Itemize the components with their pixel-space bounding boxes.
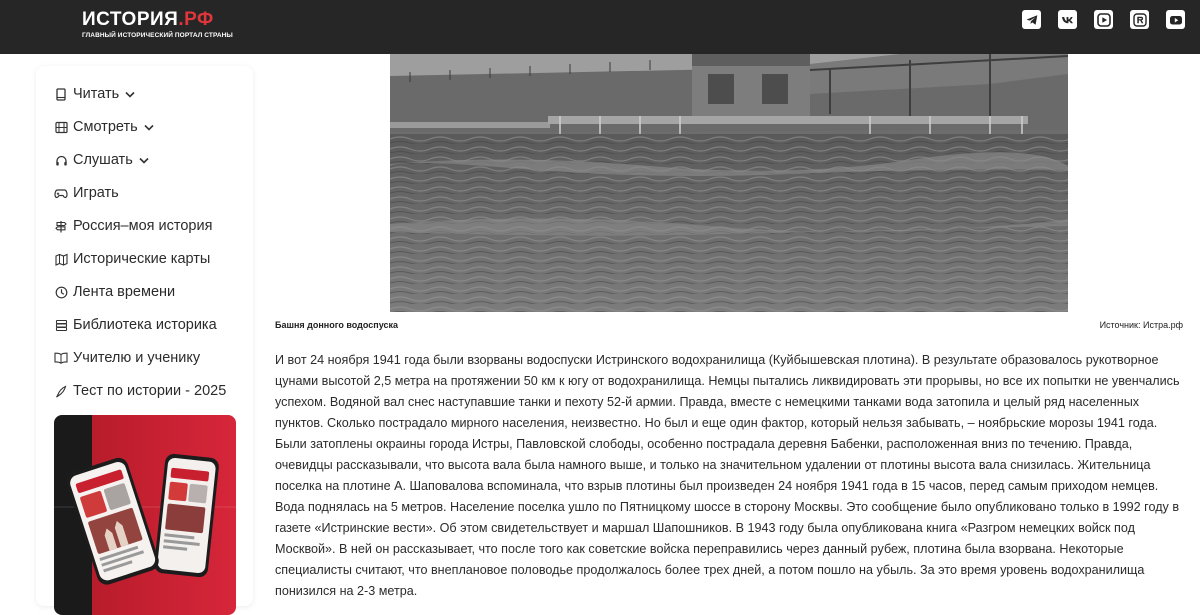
youtube-link[interactable] xyxy=(1166,10,1185,29)
sidebar-item-label: Учителю и ученику xyxy=(73,350,201,366)
headphones-icon xyxy=(54,153,68,167)
logo-rf: .РФ xyxy=(178,9,214,30)
app-promo-illustration xyxy=(54,415,236,615)
sidebar-item-label: Лента времени xyxy=(73,284,176,300)
sidebar-item-label: Слушать xyxy=(73,152,133,168)
sidebar-item-label: Исторические карты xyxy=(73,251,211,267)
video-link[interactable] xyxy=(1094,10,1113,29)
sidebar-item-listen[interactable] xyxy=(54,150,149,170)
rutube-icon xyxy=(1133,13,1147,27)
sidebar-item-teachers-students[interactable] xyxy=(54,348,200,368)
sidebar-item-label: Россия–моя история xyxy=(73,218,213,234)
sidebar-item-historian-library[interactable] xyxy=(54,315,217,335)
gamepad-icon xyxy=(54,186,68,200)
video-icon xyxy=(1097,13,1111,27)
site-logo[interactable] xyxy=(82,10,233,41)
sidebar-item-label: Играть xyxy=(73,185,119,201)
article-paragraph: И вот 24 ноября 1941 года были взорваны водоспуски Истринского водохранилища (Куйбышевская плотина). В результате образовалось рукотворное цунами высотой 2,5 метра на протяжении 50 км к югу от водохранилища. Немцы пытались ликвидировать эти прорывы, но все их попытки не увенчались успехом. Водяной вал снес наступавшие танки и пехоту 52-й армии. Правда, вместе с немецкими танками вода затопила и целый ряд населенных пунктов. Сколько пострадало мирного населения, неизвестно. Но был и еще один фактор, который нельзя забывать, – ноябрьские морозы 1941 года. Были затоплены окраины города Истры, Павловской слободы, особенно пострадала деревня Бабенки, расположенная вниз по течению. Правда, очевидцы рассказывали, что высота вала была намного выше, и только на значительном удалении от плотины высота вала снизилась. Жительница поселка на плотине А. Шаповалова вспоминала, что взрыв плотины был произведен 24 ноября 1941 года в 15 часов, перед самым приходом немцев. Вода поднялась на 5 метров. Население поселка ушло по Пятницкому шоссе в сторону Москвы. Это сообщение было опубликовано только в 1992 году в газете «Истринские вести». Об этом свидетельствует и маршал Шапошников. В 1943 году была опубликована книга «Разгром немецких войск под Москвой». В ней он рассказывает, что после того как советские войска переправились через данный рубеж, плотина была взорвана. Некоторые специалисты считают, что внеплановое половодье продолжалось более трех дней, а потом пошло на убыль. За это время уровень водохранилища понизился на 2-3 метра. xyxy=(275,353,1180,598)
youtube-icon xyxy=(1169,13,1183,27)
sidebar-item-historical-maps[interactable] xyxy=(54,249,210,269)
clock-icon xyxy=(54,285,68,299)
chevron-down-icon xyxy=(125,91,135,98)
logo-main: ИСТОРИЯ xyxy=(82,9,179,30)
rutube-link[interactable] xyxy=(1130,10,1149,29)
sidebar-item-timeline[interactable] xyxy=(54,282,175,302)
telegram-icon xyxy=(1025,13,1039,27)
vk-link[interactable] xyxy=(1058,10,1077,29)
sidebar-item-history-test[interactable] xyxy=(54,381,226,401)
open-book-icon xyxy=(54,351,68,365)
chevron-down-icon xyxy=(139,157,149,164)
sidebar-item-label: Читать xyxy=(73,86,120,102)
sidebar-item-label: Тест по истории - 2025 xyxy=(73,383,227,399)
book-icon xyxy=(54,87,68,101)
sidebar-item-label: Библиотека историка xyxy=(73,317,217,333)
map-icon xyxy=(54,252,68,266)
film-icon xyxy=(54,120,68,134)
signpost-icon xyxy=(54,219,68,233)
app-promo-banner[interactable] xyxy=(54,415,236,615)
sidebar-item-label: Смотреть xyxy=(73,119,138,135)
sidebar-item-russia-my-history[interactable] xyxy=(54,216,212,236)
vk-icon xyxy=(1061,13,1075,27)
article-photo xyxy=(390,54,1068,312)
sidebar-item-play[interactable] xyxy=(54,183,119,203)
logo-subtitle: ГЛАВНЫЙ ИСТОРИЧЕСКИЙ ПОРТАЛ СТРАНЫ xyxy=(82,32,233,39)
telegram-link[interactable] xyxy=(1022,10,1041,29)
logo-title xyxy=(82,10,233,30)
pen-icon xyxy=(54,384,68,398)
sidebar-item-watch[interactable] xyxy=(54,117,154,137)
chevron-down-icon xyxy=(144,124,154,131)
sidebar-item-read[interactable] xyxy=(54,84,135,104)
dam-tower-photo xyxy=(390,54,1068,312)
library-icon xyxy=(54,318,68,332)
image-source: Источник: Истра.рф xyxy=(1099,320,1183,330)
image-caption: Башня донного водоспуска xyxy=(275,320,398,330)
site-header xyxy=(0,0,1200,54)
sidebar-nav xyxy=(36,66,253,606)
